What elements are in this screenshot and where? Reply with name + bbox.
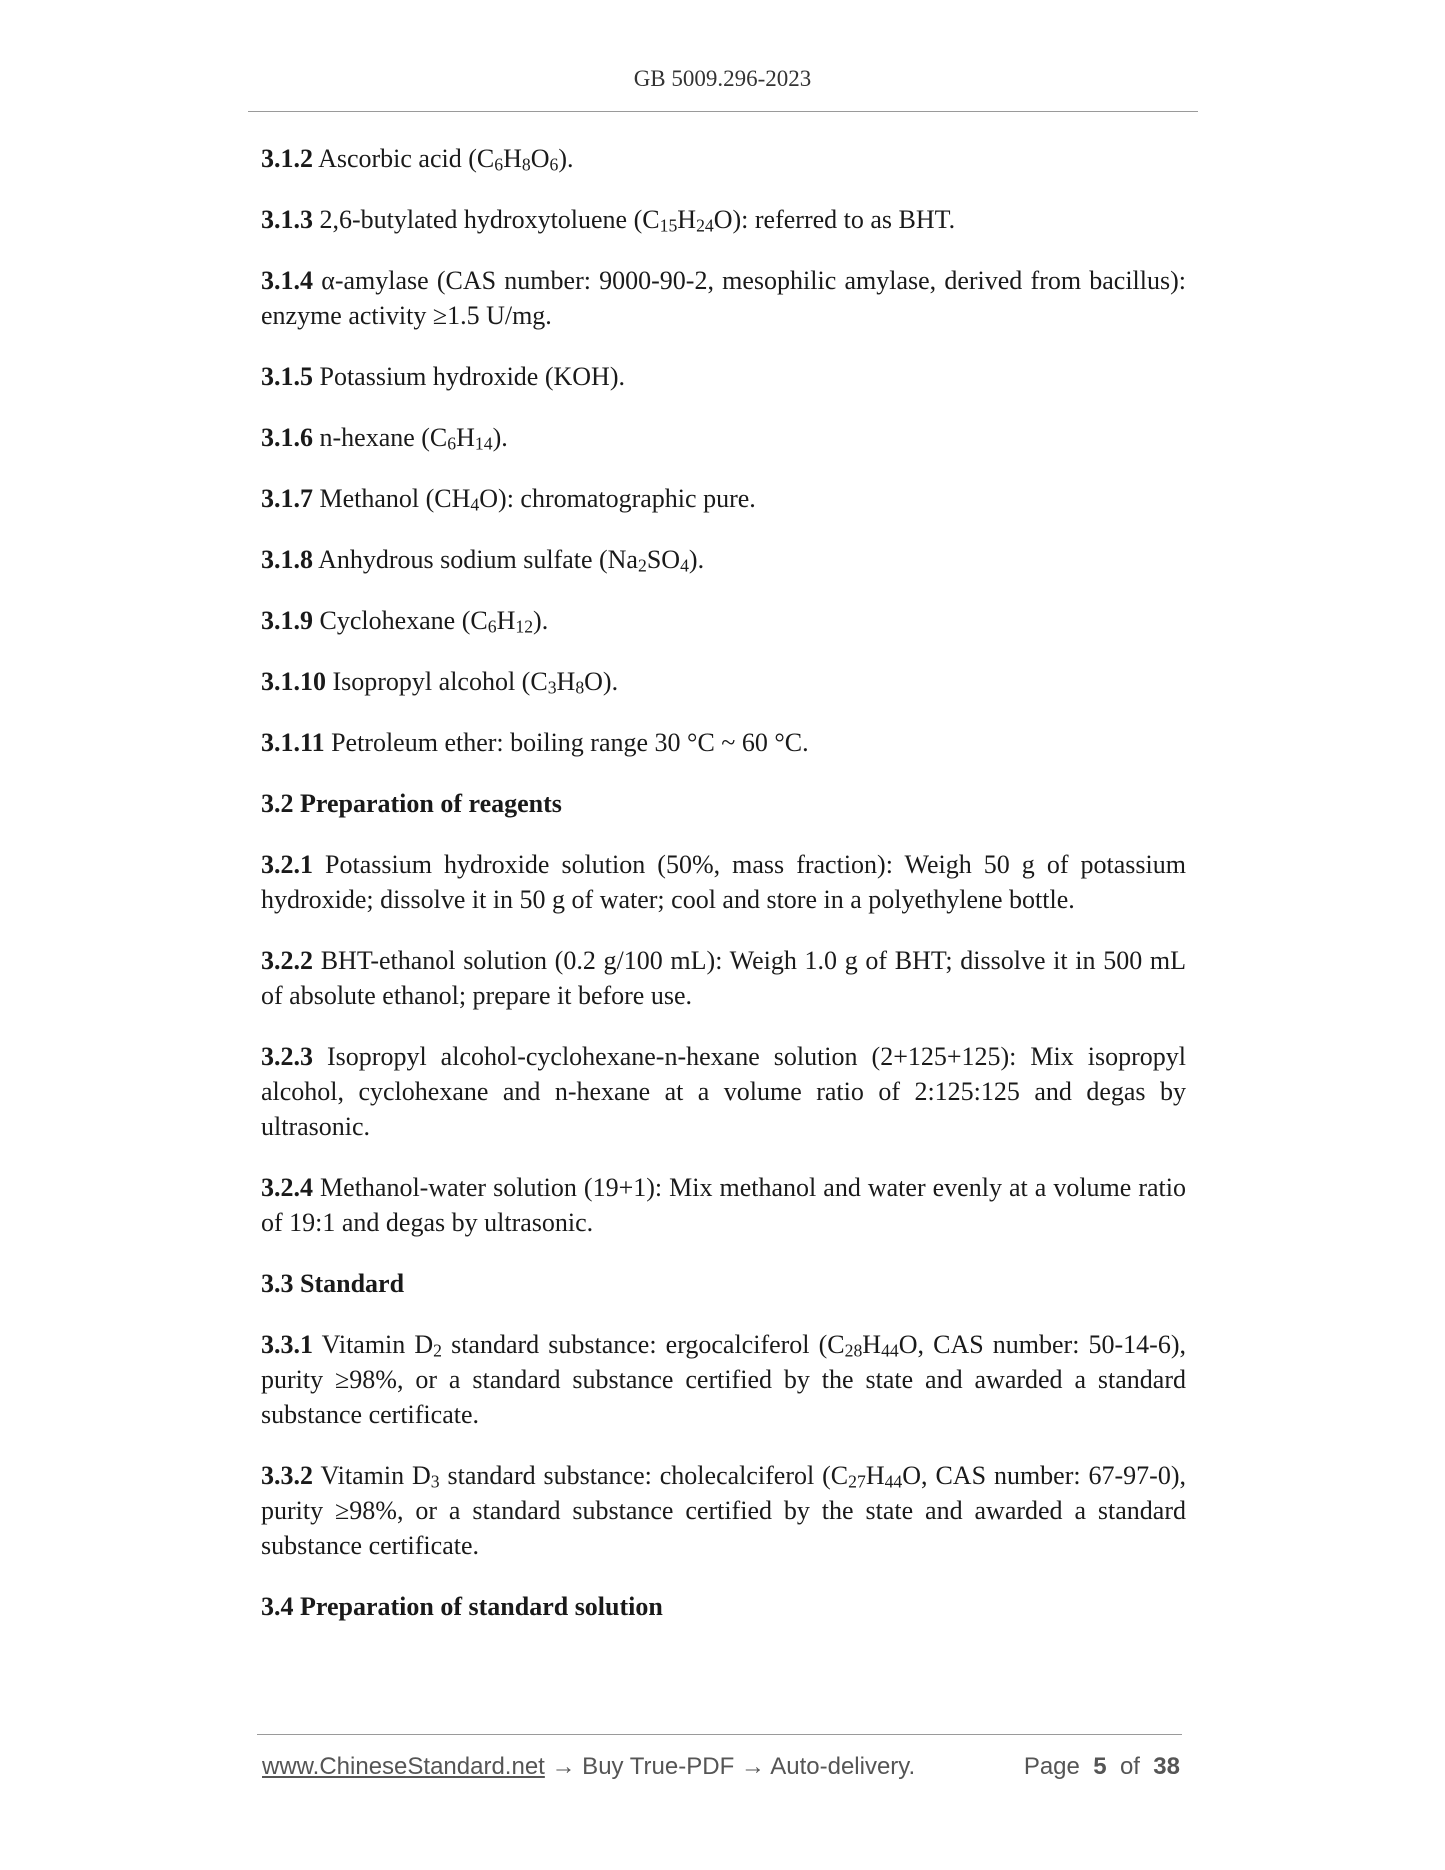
clause-number: 3.3.2 (261, 1461, 313, 1490)
website-link[interactable]: www.ChineseStandard.net (262, 1753, 545, 1780)
clause-number: 3.3.1 (261, 1330, 313, 1359)
clause-3-2-3: 3.2.3 Isopropyl alcohol-cyclohexane-n-hexane solution (2+125+125): Mix isopropyl alcohol, cyclohexane and n-hexane at a volume ratio of 2:125:125 and degas by ultrasonic. (261, 1042, 1186, 1141)
section-heading-3-2: 3.2 Preparation of reagents (261, 789, 562, 818)
clause-number: 3.1.8 (261, 545, 313, 574)
clause-3-1-3: 3.1.3 2,6-butylated hydroxytoluene $(C_{15}H_{24}O)$: referred to as BHT. (261, 205, 956, 236)
clause-3-1-10: 3.1.10 Isopropyl alcohol $(C_3H_8O)$. (261, 667, 619, 698)
clause-3-2-2: 3.2.2 BHT-ethanol solution (0.2 g/100 mL): Weigh 1.0 g of BHT; dissolve it in 500 mL of absolute ethanol; prepare it before use. (261, 946, 1187, 1010)
clause-3-3-2: 3.3.2 Vitamin $D_3$ standard substance: cholecalciferol ($C_{27}H_{44}O$, CAS number: 67-97-0), purity ≥98%, or a standard substance certified by the state and awarded a standard substance certificate. (261, 1461, 1186, 1560)
clause-3-1-8: 3.1.8 Anhydrous sodium sulfate $(Na_2SO_4)$. (261, 545, 705, 576)
clause-3-1-11: 3.1.11 Petroleum ether: boiling range 30 °C ~ 60 °C. (261, 728, 809, 757)
header-divider (248, 111, 1198, 112)
clause-number: 3.1.4 (261, 266, 313, 295)
page-indicator: Page 5 of 38 (1023, 1753, 1180, 1780)
clause-number: 3.2.2 (261, 946, 313, 975)
clause-3-3-1: 3.3.1 Vitamin $D_2$ standard substance: ergocalciferol ($C_{28}H_{44}O$, CAS number: 50-14-6), purity ≥98%, or a standard substance certified by the state and awarded a standard substance certificate. (261, 1330, 1186, 1429)
section-heading-3-4: 3.4 Preparation of standard solution (261, 1592, 663, 1621)
clause-3-1-4: 3.1.4 α-amylase (CAS number: 9000-90-2, mesophilic amylase, derived from bacillus): enzyme activity ≥1.5 U/mg. (261, 266, 1186, 330)
clause-number: 3.1.7 (261, 484, 313, 513)
header-title: GB 5009.296-2023 (633, 66, 812, 91)
clause-3-1-7: 3.1.7 Methanol $(CH_4O)$: chromatographic pure. (261, 484, 756, 515)
clause-3-1-9: 3.1.9 Cyclohexane $(C_6H_{12})$. (261, 606, 549, 637)
clause-number: 3.2.3 (261, 1042, 313, 1071)
clause-3-1-5: 3.1.5 Potassium hydroxide (KOH). (261, 362, 625, 391)
clause-number: 3.2.4 (261, 1173, 313, 1202)
clause-3-1-2: 3.1.2 Ascorbic acid $(C_6H_8O_6)$. (261, 144, 574, 175)
clause-number: 3.2.1 (261, 850, 313, 879)
document-body (261, 141, 1186, 1650)
section-heading-3-3: 3.3 Standard (261, 1269, 405, 1298)
clause-number: 3.1.10 (261, 667, 326, 696)
clause-number: 3.1.6 (261, 423, 313, 452)
current-page: 5 (1093, 1753, 1107, 1780)
clause-3-2-4: 3.2.4 Methanol-water solution (19+1): Mix methanol and water evenly at a volume ratio of 19:1 and degas by ultrasonic. (261, 1173, 1186, 1237)
total-pages: 38 (1153, 1753, 1180, 1780)
clause-3-2-1: 3.2.1 Potassium hydroxide solution (50%, mass fraction): Weigh 50 g of potassium hydroxide; dissolve it in 50 g of water; cool and store in a polyethylene bottle. (261, 850, 1186, 914)
clause-number: 3.1.5 (261, 362, 313, 391)
clause-number: 3.1.3 (261, 205, 313, 234)
clause-number: 3.1.11 (261, 728, 325, 757)
footer-divider (257, 1734, 1182, 1735)
clause-number: 3.1.9 (261, 606, 313, 635)
clause-3-1-6: 3.1.6 n-hexane $(C_6H_{14})$. (261, 423, 508, 454)
footer-promo: → Buy True-PDF → Auto-delivery. (551, 1753, 916, 1780)
page-footer (262, 1753, 1180, 1781)
clause-number: 3.1.2 (261, 144, 313, 173)
